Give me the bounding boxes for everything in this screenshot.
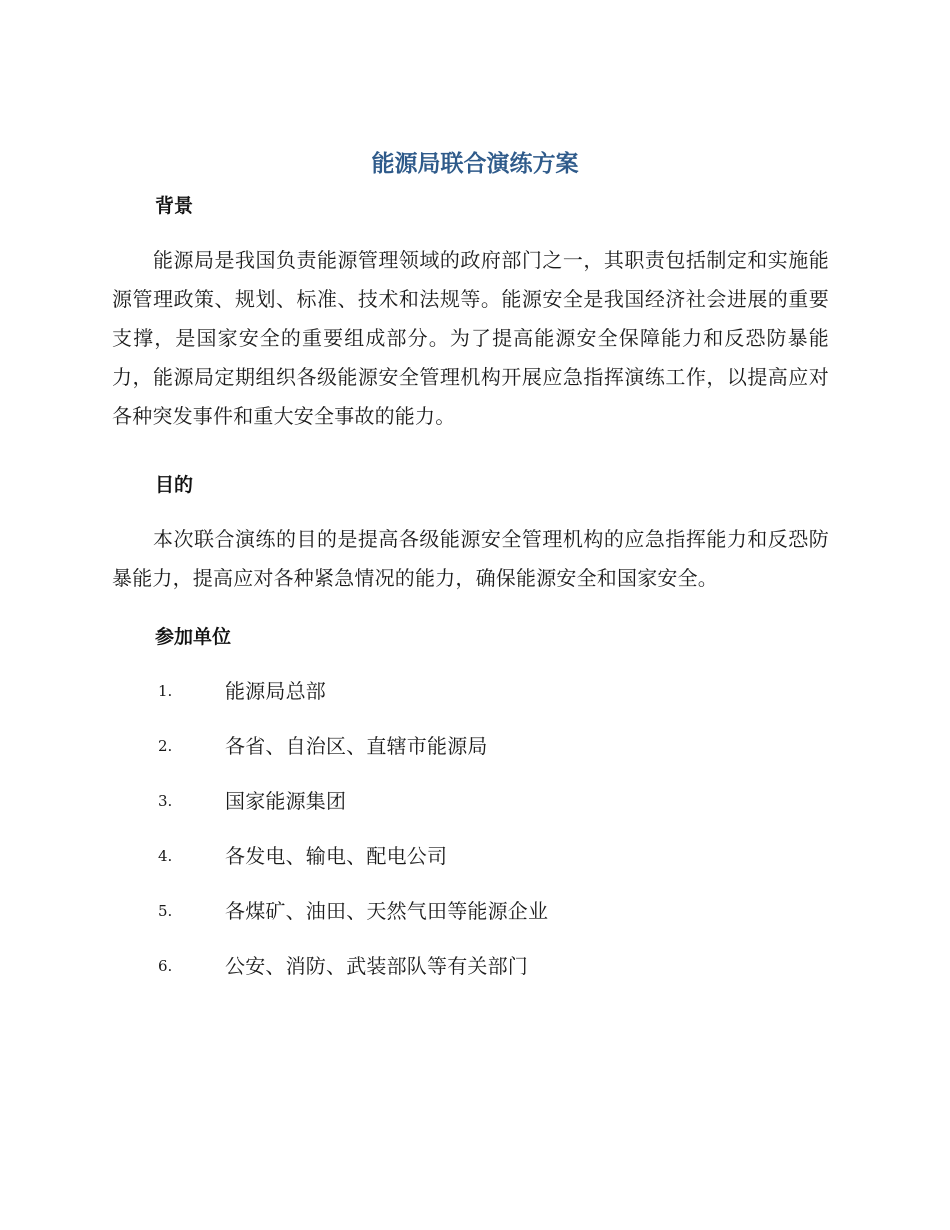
list-item-text: 能源局总部 xyxy=(225,679,326,703)
list-item-number: 5. xyxy=(158,902,173,920)
section-body-purpose: 本次联合演练的目的是提高各级能源安全管理机构的应急指挥能力和反恐防暴能力，提高应对各种紧急情况的能力，确保能源安全和国家安全。 xyxy=(112,527,829,590)
list-item xyxy=(0,783,950,838)
section-heading-purpose: 目的 xyxy=(155,474,194,496)
list-item-text: 公安、消防、武装部队等有关部门 xyxy=(225,954,528,978)
list-item-text: 国家能源集团 xyxy=(225,789,347,813)
list-item-number: 4. xyxy=(158,847,173,865)
list-item xyxy=(0,838,950,893)
list-item xyxy=(0,893,950,948)
participants-list xyxy=(0,673,950,1003)
list-item xyxy=(0,948,950,1003)
list-item-text: 各煤矿、油田、天然气田等能源企业 xyxy=(225,899,549,923)
section-body-background: 能源局是我国负责能源管理领域的政府部门之一，其职责包括制定和实施能源管理政策、规划、标准、技术和法规等。能源安全是我国经济社会进展的重要支撑，是国家安全的重要组成部分。为了提高能源安全保障能力和反恐防暴能力，能源局定期组织各级能源安全管理机构开展应急指挥演练工作，以提高应对各种突发事件和重大安全事故的能力。 xyxy=(112,248,829,428)
list-item-text: 各发电、输电、配电公司 xyxy=(225,844,448,868)
list-item-number: 6. xyxy=(158,957,173,975)
list-item xyxy=(0,728,950,783)
list-item-text: 各省、自治区、直辖市能源局 xyxy=(225,734,488,758)
document-title: 能源局联合演练方案 xyxy=(371,151,579,177)
list-item-number: 3. xyxy=(158,792,173,810)
section-heading-participants: 参加单位 xyxy=(155,626,232,648)
list-item xyxy=(0,673,950,728)
list-item-number: 2. xyxy=(158,737,173,755)
section-heading-background: 背景 xyxy=(155,195,194,217)
list-item-number: 1. xyxy=(158,682,173,700)
